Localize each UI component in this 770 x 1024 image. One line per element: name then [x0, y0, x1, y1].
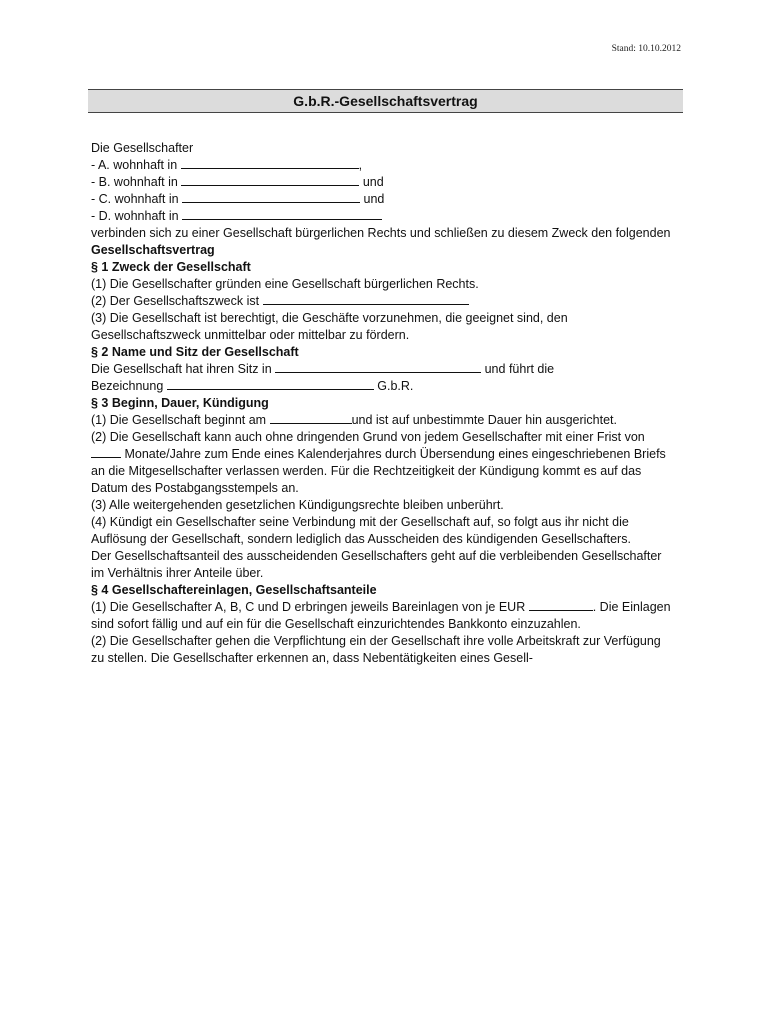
- section-1-heading: § 1 Zweck der Gesellschaft: [91, 260, 251, 274]
- section-2-heading: § 2 Name und Sitz der Gesellschaft: [91, 345, 299, 359]
- partner-c-blank: [182, 191, 360, 203]
- partner-c-suffix: und: [363, 192, 385, 206]
- partner-b-blank: [181, 174, 359, 186]
- notice-suffix: Monate/Jahre zum Ende eines Kalenderjahres durch Übersendung eines eingeschriebenen Briefs an die Mitgesellschafter verlassen werden. Für die Rechtzeitigkeit der Kündigung kommt es auf das Datum des Postabgangsstempels an.: [91, 447, 666, 495]
- partner-a-suffix: ,: [358, 158, 363, 172]
- designation-line: [91, 378, 676, 395]
- intro-parties: Die Gesellschafter: [91, 141, 194, 155]
- contribution-amount-blank: [529, 599, 593, 611]
- designation-suffix: G.b.R.: [377, 379, 414, 393]
- section-4-para-2: (2) Die Gesellschafter gehen die Verpflichtung ein der Gesellschaft ihre volle Arbeitskraft zur Verfügung zu stellen. Die Gesellschafter erkennen an, dass Nebentätigkeiten eines Gesell-: [91, 634, 661, 665]
- intro-statement: verbinden sich zu einer Gesellschaft bürgerlichen Rechts und schließen zu diesem Zweck den folgenden: [91, 226, 671, 240]
- partner-a-line: [91, 157, 676, 174]
- start-date-blank: [270, 412, 352, 424]
- title-bar: [88, 89, 683, 113]
- section-3-para-4: (4) Kündigt ein Gesellschafter seine Verbindung mit der Gesellschaft auf, so folgt aus ihr nicht die Auflösung der Gesellschaft, sondern lediglich das Ausscheiden des kündigenden Gesellschafters.: [91, 515, 631, 546]
- partner-b-line: [91, 174, 676, 191]
- contract-heading: Gesellschaftsvertrag: [91, 243, 215, 257]
- section-3-para-3: (3) Alle weitergehenden gesetzlichen Kündigungsrechte bleiben unberührt.: [91, 498, 504, 512]
- partner-d-line: [91, 208, 676, 225]
- seat-line: [91, 361, 676, 378]
- start-suffix: und ist auf unbestimmte Dauer hin ausgerichtet.: [351, 413, 618, 427]
- designation-blank: [167, 378, 374, 390]
- notice-period-blank: [91, 446, 121, 458]
- seat-label: Die Gesellschaft hat ihren Sitz in: [91, 362, 272, 376]
- partner-d-blank: [182, 208, 382, 220]
- document-body: [91, 140, 676, 667]
- designation-label: Bezeichnung: [91, 379, 164, 393]
- purpose-blank: [263, 293, 469, 305]
- section-4-para-1: [91, 599, 676, 633]
- section-4-heading: § 4 Gesellschaftereinlagen, Gesellschaftsanteile: [91, 583, 377, 597]
- partner-c-line: [91, 191, 676, 208]
- section-3-para-2: [91, 429, 676, 497]
- section-1-para-2: [91, 293, 676, 310]
- contribution-label: (1) Die Gesellschafter A, B, C und D erbringen jeweils Bareinlagen von je EUR: [91, 600, 526, 614]
- partner-d-label: - D. wohnhaft in: [91, 209, 179, 223]
- section-3-para-5: Der Gesellschaftsanteil des ausscheidenden Gesellschafters geht auf die verbleibenden Gesellschafter: [91, 549, 662, 563]
- section-1-para-1: (1) Die Gesellschafter gründen eine Gesellschaft bürgerlichen Rechts.: [91, 277, 479, 291]
- seat-suffix: und führt die: [484, 362, 555, 376]
- seat-blank: [275, 361, 481, 373]
- partner-b-suffix: und: [362, 175, 384, 189]
- section-3-para-6: im Verhältnis ihrer Anteile über.: [91, 566, 264, 580]
- start-label: (1) Die Gesellschaft beginnt am: [91, 413, 267, 427]
- partner-c-label: - C. wohnhaft in: [91, 192, 179, 206]
- section-3-para-1: [91, 412, 676, 429]
- partner-b-label: - B. wohnhaft in: [91, 175, 178, 189]
- document-date: Stand: 10.10.2012: [611, 44, 681, 54]
- partner-a-blank: [181, 157, 359, 169]
- document-title: G.b.R.-Gesellschaftsvertrag: [293, 93, 478, 109]
- section-3-heading: § 3 Beginn, Dauer, Kündigung: [91, 396, 269, 410]
- section-1-para-3: (3) Die Gesellschaft ist berechtigt, die Geschäfte vorzunehmen, die geeignet sind, den Gesellschaftszweck unmittelbar oder mittelbar zu fördern.: [91, 311, 568, 342]
- contribution-suffix: . Die Einlagen sind sofort fällig und auf ein für die Gesellschaft einzurichtendes Bankkonto einzuzahlen.: [91, 600, 671, 631]
- purpose-label: (2) Der Gesellschaftszweck ist: [91, 294, 260, 308]
- notice-label: (2) Die Gesellschaft kann auch ohne dringenden Grund von jedem Gesellschafter mit einer Frist von: [91, 430, 645, 444]
- partner-a-label: - A. wohnhaft in: [91, 158, 178, 172]
